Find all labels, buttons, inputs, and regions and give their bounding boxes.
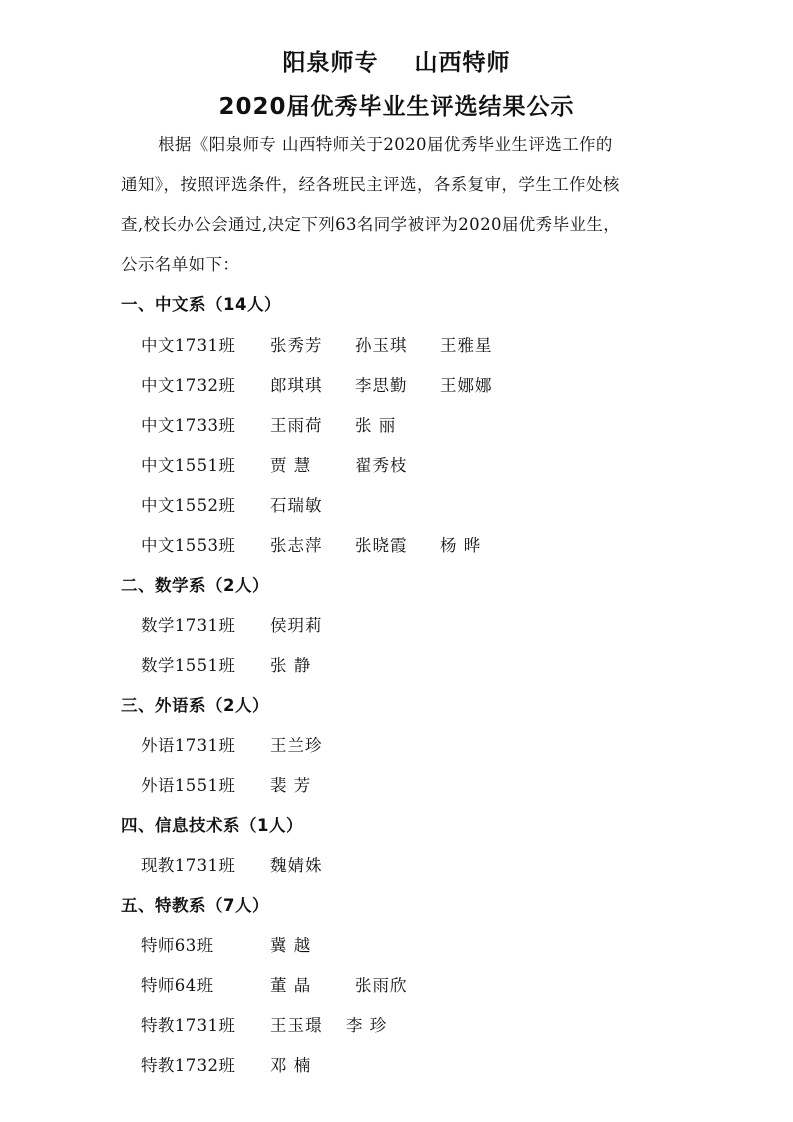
class-name: 数学1731班 xyxy=(141,616,236,635)
list-item xyxy=(0,412,793,436)
class-name: 中文1733班 xyxy=(141,416,236,435)
student-name: 张 静 xyxy=(270,656,312,675)
list-item xyxy=(0,1052,793,1076)
student-name: 冀 越 xyxy=(270,936,312,955)
list-item xyxy=(0,452,793,476)
student-name: 邓 楠 xyxy=(270,1056,312,1075)
student-name: 郎琪琪 xyxy=(270,376,323,395)
student-name: 张晓霞 xyxy=(355,536,408,555)
list-item xyxy=(0,972,793,996)
student-name: 孙玉琪 xyxy=(355,336,408,355)
list-item xyxy=(0,652,793,676)
section-heading: 三、外语系（2人） xyxy=(121,696,269,715)
student-name: 魏婧姝 xyxy=(270,856,323,875)
list-item xyxy=(0,332,793,356)
intro-line: 查,校长办公会通过,决定下列63名同学被评为2020届优秀毕业生， xyxy=(121,215,621,234)
document-title-line1: 阳泉师专 山西特师 xyxy=(282,50,511,76)
class-name: 特师63班 xyxy=(141,936,214,955)
student-name: 王兰珍 xyxy=(270,736,323,755)
list-item xyxy=(0,852,793,876)
list-item xyxy=(0,772,793,796)
class-name: 中文1552班 xyxy=(141,496,236,515)
student-name: 王雨荷 xyxy=(270,416,323,435)
intro-line: 公示名单如下： xyxy=(121,255,240,274)
class-name: 特教1732班 xyxy=(141,1056,236,1075)
section-heading: 一、中文系（14人） xyxy=(121,295,281,314)
class-name: 现教1731班 xyxy=(141,856,236,875)
student-name: 侯玥莉 xyxy=(270,616,323,635)
class-name: 外语1731班 xyxy=(141,736,236,755)
student-name: 李 珍 xyxy=(346,1016,388,1035)
class-name: 特师64班 xyxy=(141,976,214,995)
class-name: 数学1551班 xyxy=(141,656,236,675)
list-item xyxy=(0,612,793,636)
list-item xyxy=(0,932,793,956)
student-name: 张雨欣 xyxy=(355,976,408,995)
document-title-line2: 2020届优秀毕业生评选结果公示 xyxy=(218,94,575,120)
student-name: 裴 芳 xyxy=(270,776,312,795)
student-name: 翟秀枝 xyxy=(355,456,408,475)
class-name: 中文1553班 xyxy=(141,536,236,555)
section-heading: 五、特教系（7人） xyxy=(121,896,269,915)
student-name: 张秀芳 xyxy=(270,336,323,355)
class-name: 特教1731班 xyxy=(141,1016,236,1035)
student-name: 张 丽 xyxy=(355,416,397,435)
class-name: 中文1732班 xyxy=(141,376,236,395)
list-item xyxy=(0,732,793,756)
intro-line: 根据《阳泉师专 山西特师关于2020届优秀毕业生评选工作的 xyxy=(158,135,613,154)
student-name: 杨 晔 xyxy=(440,536,482,555)
list-item xyxy=(0,1012,793,1036)
student-name: 贾 慧 xyxy=(270,456,312,475)
student-name: 李思勤 xyxy=(355,376,408,395)
section-heading: 四、信息技术系（1人） xyxy=(121,816,303,835)
class-name: 外语1551班 xyxy=(141,776,236,795)
student-name: 张志萍 xyxy=(270,536,323,555)
list-item xyxy=(0,372,793,396)
section-heading: 二、数学系（2人） xyxy=(121,576,269,595)
intro-line: 通知》，按照评选条件，经各班民主评选，各系复审，学生工作处核 xyxy=(121,175,620,194)
class-name: 中文1731班 xyxy=(141,336,236,355)
list-item xyxy=(0,492,793,516)
student-name: 董 晶 xyxy=(270,976,312,995)
student-name: 石瑞敏 xyxy=(270,496,323,515)
class-name: 中文1551班 xyxy=(141,456,236,475)
student-name: 王雅星 xyxy=(440,336,493,355)
student-name: 王娜娜 xyxy=(440,376,493,395)
list-item xyxy=(0,532,793,556)
student-name: 王玉璟 xyxy=(270,1016,323,1035)
